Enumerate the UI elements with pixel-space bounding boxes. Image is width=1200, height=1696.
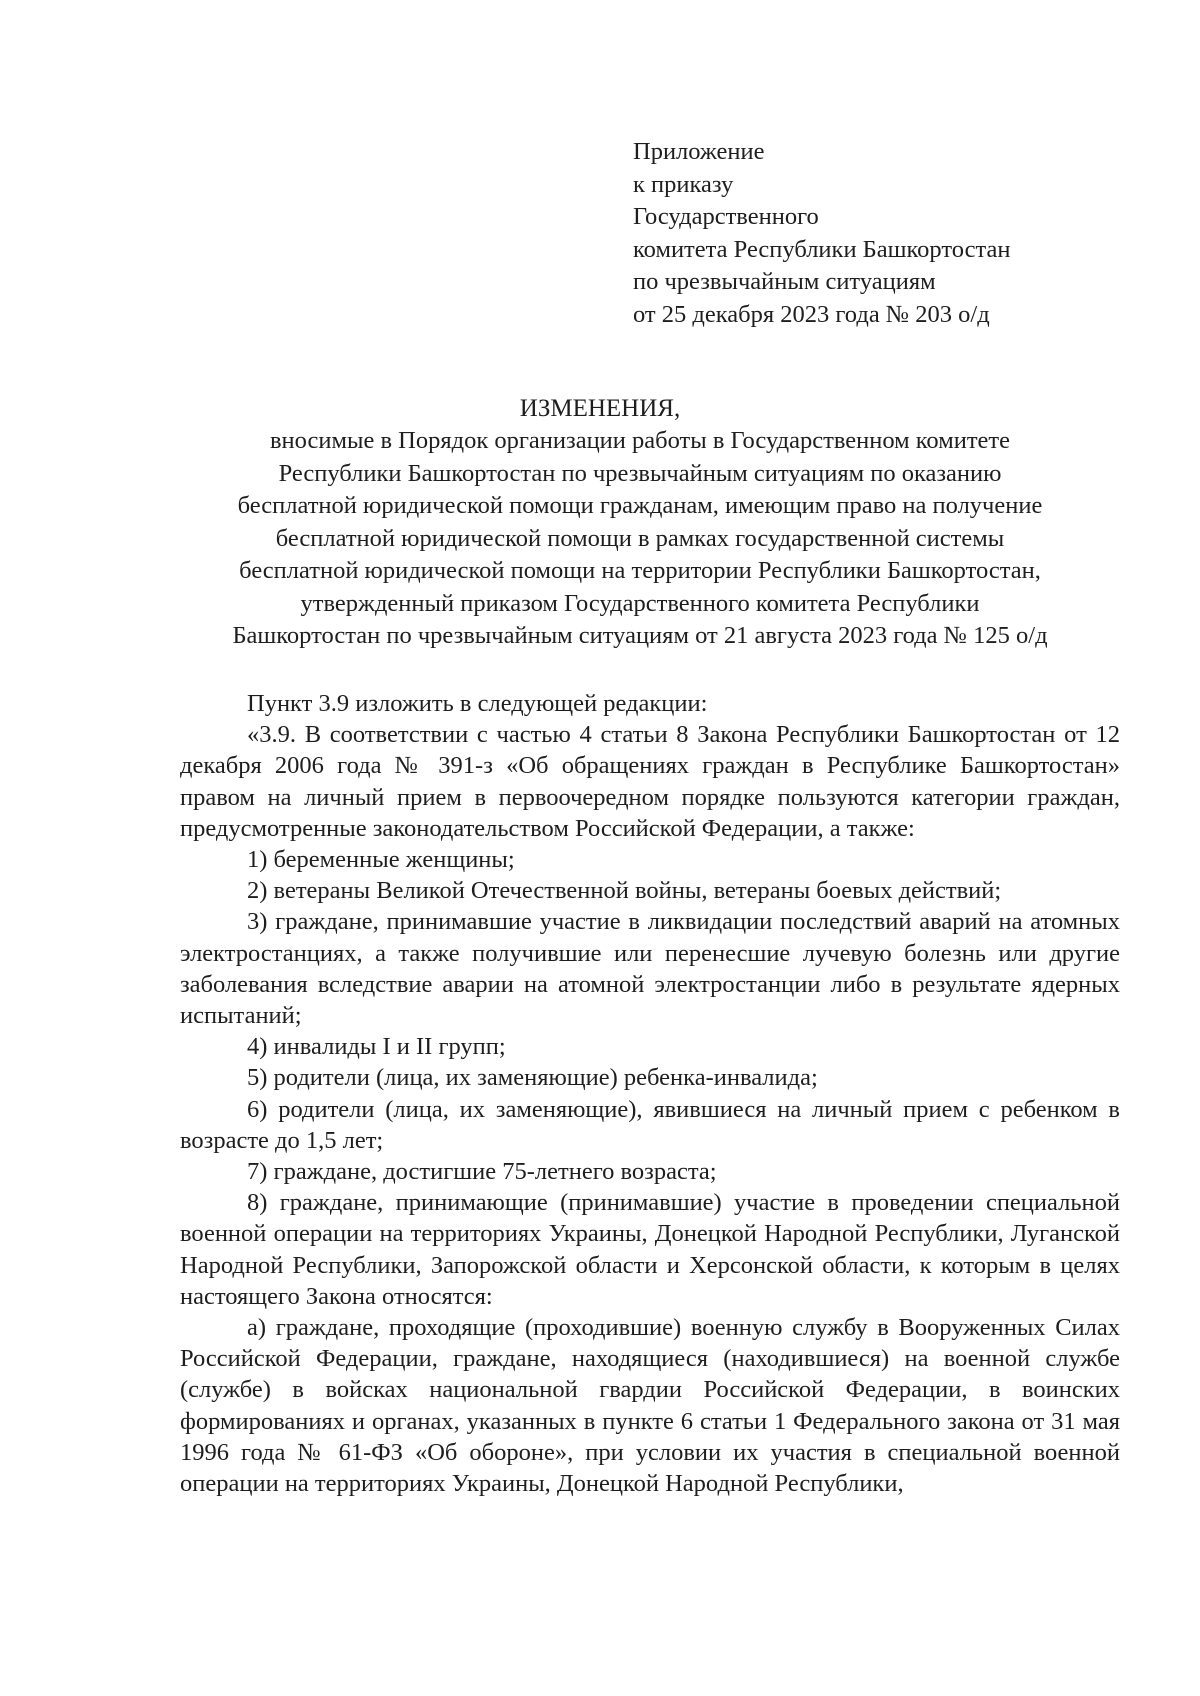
subtitle-line: Башкортостан по чрезвычайным ситуациям от 21 августа 2023 года № 125 о/д	[232, 622, 1048, 649]
intro-paragraph: Пункт 3.9 изложить в следующей редакции:	[247, 690, 708, 717]
approval-line: комитета Республики Башкортостан	[633, 235, 1011, 263]
approval-line: Приложение	[633, 138, 765, 165]
subtitle-line: бесплатной юридической помощи гражданам, имеющим право на получение	[237, 492, 1043, 519]
approval-line: Государственного	[633, 203, 819, 231]
document-body	[180, 688, 1120, 1499]
list-item: 6) родители (лица, их заменяющие), явившиеся на личный прием с ребенком в возрасте до 1,5 лет;	[180, 1095, 1120, 1154]
list-item: 5) родители (лица, их заменяющие) ребенка-инвалида;	[247, 1064, 818, 1092]
document-subtitle	[150, 425, 1130, 653]
list-item: 1) беременные женщины;	[247, 846, 515, 874]
subtitle-line: бесплатной юридической помощи на территории Республики Башкортостан,	[239, 557, 1041, 584]
list-item: 3) граждане, принимавшие участие в ликвидации последствий аварий на атомных электростанциях, а также получившие или перенесшие лучевую болезнь или другие заболевания вследствие аварии на атомной электростанции либо в результате ядерных испытаний;	[180, 908, 1120, 1030]
subtitle-line: утвержденный приказом Государственного комитета Республики	[300, 589, 980, 617]
approval-line: от 25 декабря 2023 года № 203 о/д	[633, 300, 990, 328]
document-title: ИЗМЕНЕНИЯ,	[519, 395, 681, 422]
clause-paragraph: «3.9. В соответствии с частью 4 статьи 8 Закона Республики Башкортостан от 12 декабря 2006 года № 391-з «Об обращениях граждан в Республике Башкортостан» правом на личный прием в первоочередном порядке пользуются категории граждан, предусмотренные законодательством Российской Федерации, а также:	[180, 721, 1120, 842]
list-item: 2) ветераны Великой Отечественной войны, ветераны боевых действий;	[247, 877, 1002, 905]
approval-line: к приказу	[633, 170, 734, 198]
approval-line: по чрезвычайным ситуациям	[633, 268, 936, 296]
list-item: 4) инвалиды I и II групп;	[247, 1033, 506, 1061]
sub-list-item: а) граждане, проходящие (проходившие) военную службу в Вооруженных Силах Российской Федерации, граждане, находящиеся (находившиеся) на военной службе (службе) в войсках национальной гвардии Российской Федерации, в воинских формированиях и органах, указанных в пункте 6 статьи 1 Федерального закона от 31 мая 1996 года № 61-ФЗ «Об обороне», при условии их участия в специальной военной операции на территориях Украины, Донецкой Народной Республики,	[180, 1314, 1120, 1498]
approval-block	[633, 136, 1010, 332]
subtitle-line: бесплатной юридической помощи в рамках государственной системы	[275, 524, 1005, 552]
list-item: 7) граждане, достигшие 75-летнего возраста;	[247, 1158, 717, 1186]
subtitle-line: вносимые в Порядок организации работы в Государственном комитете	[269, 427, 1010, 454]
subtitle-line: Республики Башкортостан по чрезвычайным ситуациям по оказанию	[278, 459, 1002, 487]
list-item: 8) граждане, принимающие (принимавшие) участие в проведении специальной военной операции на территориях Украины, Донецкой Народной Республики, Луганской Народной Республики, Запорожской области и Херсонской области, к которым в целях настоящего Закона относятся:	[180, 1189, 1120, 1310]
